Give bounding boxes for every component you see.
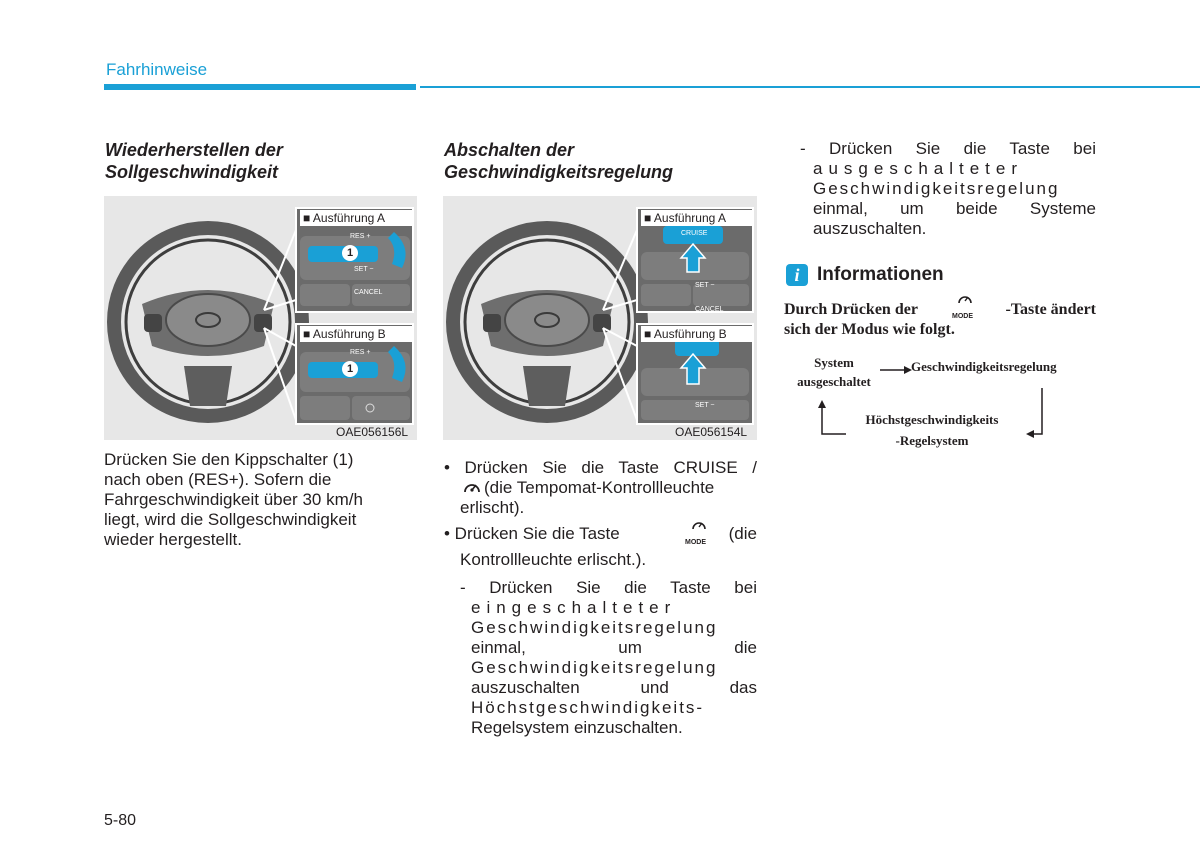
page-number: 5-80 [104, 812, 137, 829]
sub-line: - Drücken Sie die Taste bei [800, 139, 1096, 158]
right-sub-item [800, 139, 1096, 239]
variant-a-label: ■ Ausführung A [300, 210, 414, 226]
info-text [784, 300, 1096, 340]
left-para-line: Drücken Sie den Kippschalter (1) [104, 450, 354, 469]
variant-b-label: ■ Ausführung B [641, 326, 753, 342]
middle-heading-line-2: Geschwindigkeitsregelung [444, 162, 674, 182]
sub-line: - Drücken Sie die Taste bei [460, 578, 757, 597]
set-label: SET − [695, 282, 715, 289]
cruise-indicator-icon [462, 479, 482, 497]
bullet-1-text: (die Tempomat-Kontrollleuchte [484, 478, 715, 497]
left-heading [105, 139, 415, 183]
cruise-label: CRUISE [681, 230, 708, 237]
left-heading-line-2: Sollgeschwindigkeit [105, 162, 279, 182]
bullet-1-line: • Drücken Sie die Taste CRUISE / [444, 458, 757, 477]
sub-line: einmal, um beide Systeme [813, 199, 1096, 218]
mode-icon-label: MODE [952, 313, 973, 320]
node-system-off [784, 353, 884, 391]
sub-line: Geschwindigkeitsregelung [471, 618, 718, 637]
header-rule-thick [104, 84, 416, 90]
callout-1-b: 1 [342, 361, 358, 377]
bullet-2-text: (die [728, 524, 757, 543]
cancel-label: CANCEL [695, 306, 724, 313]
figure-cancel [443, 196, 757, 440]
info-text-part: -Taste ändert [1005, 301, 1096, 318]
set-label: SET − [354, 266, 374, 273]
mode-cycle-diagram [784, 350, 1100, 450]
node-label: System [814, 355, 854, 370]
section-title: Fahrhinweise [106, 60, 208, 79]
info-icon: i [786, 264, 808, 286]
left-para-line: nach oben (RES+). Sofern die [104, 470, 332, 489]
sub-line: eingeschalteter [471, 598, 677, 617]
mode-icon-label: MODE [685, 539, 706, 546]
bullet-1-line [444, 478, 757, 498]
middle-sub-item [444, 578, 757, 738]
node-label: -Regelsystem [895, 433, 969, 448]
figure-resume [104, 196, 417, 440]
callout-1-a: 1 [342, 245, 358, 261]
cancel-label: CANCEL [354, 289, 383, 296]
middle-heading [444, 139, 757, 183]
left-para-line: Fahrgeschwindigkeit über 30 km/h [104, 490, 363, 509]
res-label: RES + [350, 233, 371, 240]
middle-bullets [444, 458, 757, 738]
bullet-1-line: erlischt). [460, 498, 525, 517]
sub-line: einmal, um die [471, 638, 757, 657]
sub-line: auszuschalten und das [471, 678, 757, 697]
sub-line: Geschwindigkeitsregelung [813, 179, 1060, 198]
bullet-2-line: Kontrollleuchte erlischt.). [460, 550, 647, 569]
info-title: Informationen [817, 264, 944, 285]
sub-line: ausgeschalteter [813, 159, 1024, 178]
mode-icon [956, 292, 974, 306]
header-rule-thin [420, 86, 1200, 88]
info-line-2: sich der Modus wie folgt. [784, 321, 955, 338]
mode-icon [690, 518, 708, 532]
sub-line: auszuschalten. [813, 219, 927, 238]
left-para-line: wieder hergestellt. [104, 530, 242, 549]
node-label: Höchstgeschwindigkeits [865, 412, 999, 427]
figure-code: OAE056154L [675, 425, 748, 439]
node-speed-limiter [846, 409, 1018, 451]
middle-heading-line-1: Abschalten der [444, 140, 575, 160]
sub-line: Geschwindigkeitsregelung [471, 658, 718, 677]
variant-b-label: ■ Ausführung B [300, 326, 414, 342]
left-paragraph [104, 450, 417, 550]
info-text-part: Durch Drücken der [784, 301, 918, 318]
left-para-line: liegt, wird die Sollgeschwindigkeit [104, 510, 357, 529]
info-line-1 [784, 300, 1096, 320]
sub-line: Höchstgeschwindigkeits- [471, 698, 705, 717]
left-heading-line-1: Wiederherstellen der [105, 140, 283, 160]
sub-line: Regelsystem einzuschalten. [471, 718, 683, 737]
node-cruise-control: Geschwindigkeitsregelung [911, 359, 1057, 374]
bullet-2-line [444, 524, 757, 550]
variant-a-label: ■ Ausführung A [641, 210, 753, 226]
figure-code: OAE056156L [336, 425, 409, 439]
node-label: ausgeschaltet [797, 374, 871, 389]
set-label-b: SET − [695, 402, 715, 409]
res-label-b: RES + [350, 349, 371, 356]
bullet-2-text: • Drücken Sie die Taste [444, 524, 620, 543]
